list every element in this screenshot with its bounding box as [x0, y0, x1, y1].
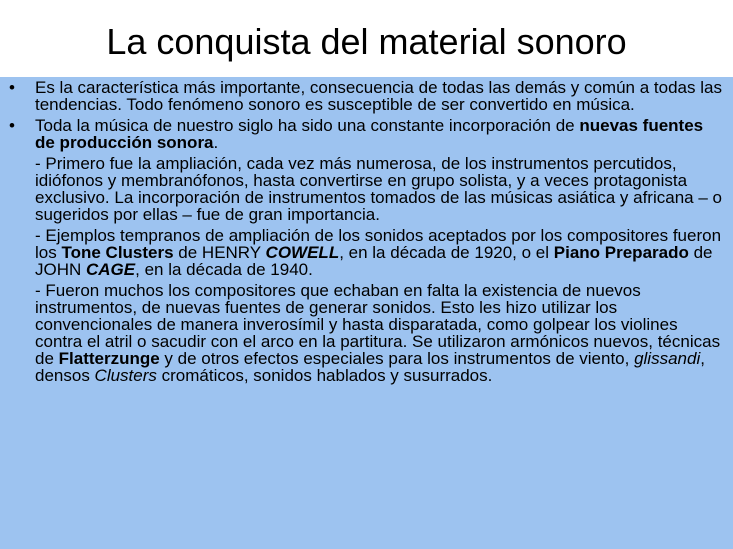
paragraph-percussion: [0, 155, 733, 223]
paragraph-text: de JOHN: [35, 243, 713, 279]
paragraph-text: de HENRY: [173, 243, 266, 262]
bullet-icon: •: [9, 116, 15, 135]
slide-content: [0, 79, 733, 384]
composer-cowell: COWELL: [265, 243, 340, 262]
bullet-item-characteristic: [0, 79, 733, 113]
bullet-text: Toda la música de nuestro siglo ha sido una constante incorporación de: [35, 116, 580, 135]
term-piano-preparado: Piano Preparado: [553, 243, 689, 262]
paragraph-text: - Primero fue la ampliación, cada vez más numerosa, de los instrumentos percutidos, idiófonos y membranófonos, hasta convertirse en grupo solista, y a veces protagonista exclusivo. La incorporación de instrumentos tomados de las músicas asiática y africana – o sugeridos por ellas – fue de gran importancia.: [35, 154, 722, 224]
paragraph-text: - Ejemplos tempranos de ampliación de los sonidos aceptados por los compositores fueron los: [35, 226, 722, 262]
paragraph-text: - Fueron muchos los compositores que echaban en falta la existencia de nuevos instrumentos, de nuevas fuentes de generar sonidos. Esto les hizo utilizar los convencionales de manera inverosímil y hasta disparatada, como golpear los violines contra el atril o sacudir con el arco en la partitura. Se utilizaron armónicos nuevos, técnicas de: [35, 281, 721, 368]
composer-cage: CAGE: [86, 260, 136, 279]
term-flatterzunge: Flatterzunge: [58, 349, 160, 368]
paragraph-early-examples: [0, 227, 733, 278]
term-clusters: Clusters: [94, 366, 157, 385]
paragraph-new-instruments: [0, 282, 733, 384]
term-tone-clusters: Tone Clusters: [61, 243, 174, 262]
term-glissandi: glissandi: [634, 349, 701, 368]
paragraph-text: , en la década de 1940.: [135, 260, 313, 279]
bullet-text: Es la característica más importante, consecuencia de todas las demás y común a todas las tendencias. Todo fenómeno sonoro es susceptible de ser convertido en música.: [35, 78, 722, 114]
slide-title: La conquista del material sonoro: [106, 21, 627, 62]
bold-phrase-new-sources: nuevas fuentes de producción sonora: [35, 116, 704, 152]
paragraph-text: , densos: [35, 349, 705, 385]
paragraph-text: cromáticos, sonidos hablados y susurrados.: [156, 366, 493, 385]
bullet-item-incorporation: [0, 117, 733, 151]
bullet-icon: •: [9, 78, 15, 97]
bullet-text-end: .: [213, 133, 219, 152]
paragraph-text: , en la década de 1920, o el: [339, 243, 554, 262]
paragraph-text: y de otros efectos especiales para los instrumentos de viento,: [159, 349, 635, 368]
